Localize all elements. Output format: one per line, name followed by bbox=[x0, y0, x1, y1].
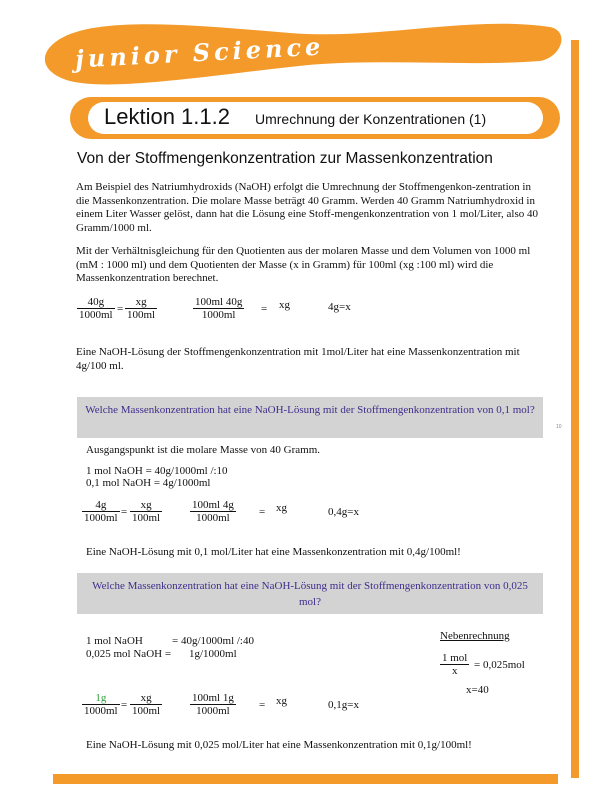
lesson-number: Lektion 1.1.2 bbox=[104, 104, 230, 129]
side-calc-fraction bbox=[440, 652, 469, 677]
page-number: 10 bbox=[556, 424, 562, 430]
equation-3-fraction-1 bbox=[82, 692, 120, 717]
fraction-denominator: 1000ml bbox=[190, 511, 236, 524]
equals-sign: = bbox=[261, 303, 268, 315]
equation-1-fraction-3 bbox=[193, 296, 244, 321]
fraction-numerator: 1 mol bbox=[442, 652, 468, 664]
fraction-numerator: 1g bbox=[95, 692, 107, 704]
equals-sign: = bbox=[259, 699, 266, 711]
side-calc-title: Nebenrechnung bbox=[440, 630, 510, 642]
conclusion-2: Eine NaOH-Lösung mit 0,1 mol/Liter hat eine Massenkonzentration mit 0,4g/100ml! bbox=[86, 546, 461, 558]
fraction-denominator: 1000ml bbox=[190, 704, 236, 717]
fraction-numerator: 40g bbox=[87, 296, 105, 308]
equals-sign: = bbox=[121, 506, 128, 518]
section-2-line-1-label: 1 mol NaOH bbox=[86, 635, 143, 647]
fraction-denominator: 100ml bbox=[132, 512, 161, 524]
fraction-denominator: 100ml bbox=[132, 705, 161, 717]
page-heading: Von der Stoffmengenkonzentration zur Massenkonzentration bbox=[77, 150, 493, 167]
side-calc-rhs: = 0,025mol bbox=[474, 659, 525, 671]
intro-paragraph-2: Mit der Verhältnisgleichung für den Quotienten aus der molaren Masse und dem Volumen von 1000 ml (mM : 1000 ml) und dem Quotienten der Masse (x in Gramm) für 100ml (xg :100 ml) wird die Massenkonzentration berechnet. bbox=[76, 245, 531, 284]
equation-2-result: 0,4g=x bbox=[328, 506, 359, 518]
fraction-numerator: 4g bbox=[95, 499, 107, 511]
question-1-text: Welche Massenkonzentration hat eine NaOH-Lösung mit der Stoffmengenkonzentration von 0,1 mol? bbox=[85, 404, 535, 416]
right-border-bar bbox=[571, 40, 579, 778]
equation-3-fraction-3 bbox=[190, 692, 236, 717]
equals-sign: = bbox=[117, 303, 124, 315]
fraction-numerator: 100ml 1g bbox=[192, 692, 234, 704]
fraction-numerator: 100ml 40g bbox=[195, 296, 243, 308]
section-2-line-1-value: = 40g/1000ml /:40 bbox=[172, 635, 254, 647]
equation-1-result: 4g=x bbox=[328, 301, 351, 313]
conclusion-1: Eine NaOH-Lösung der Stoffmengenkonzentration mit 1mol/Liter hat eine Massenkonzentration mit 4g/100 ml. bbox=[76, 346, 520, 372]
fraction-denominator: 1000ml bbox=[84, 705, 118, 717]
equation-1-fraction-1 bbox=[77, 296, 115, 321]
fraction-denominator: x bbox=[440, 664, 469, 677]
fraction-numerator: xg bbox=[140, 499, 152, 511]
fraction-denominator: 1000ml bbox=[84, 512, 118, 524]
fraction-denominator: 1000ml bbox=[79, 309, 113, 321]
equation-1-xg: xg bbox=[279, 299, 290, 311]
side-calc-result: x=40 bbox=[466, 684, 489, 696]
fraction-numerator: xg bbox=[135, 296, 147, 308]
fraction-numerator: xg bbox=[140, 692, 152, 704]
lesson-subtitle: Umrechnung der Konzentrationen (1) bbox=[255, 111, 487, 127]
equation-3-result: 0,1g=x bbox=[328, 699, 359, 711]
equation-3-fraction-2 bbox=[130, 692, 162, 717]
equals-sign: = bbox=[259, 506, 266, 518]
section-2-line-2-value: 1g/1000ml bbox=[189, 648, 237, 660]
question-box-2 bbox=[77, 573, 543, 614]
equation-2-fraction-3 bbox=[190, 499, 236, 524]
section-2-line-2-label: 0,025 mol NaOH = bbox=[86, 648, 172, 660]
equation-2-fraction-2 bbox=[130, 499, 162, 524]
question-box-1 bbox=[77, 397, 543, 438]
section-1-line-1: 1 mol NaOH = 40g/1000ml /:10 bbox=[86, 465, 228, 477]
logo-text: junior Science bbox=[74, 31, 325, 74]
equation-2-xg: xg bbox=[276, 502, 287, 514]
equals-sign: = bbox=[121, 699, 128, 711]
intro-paragraph-1: Am Beispiel des Natriumhydroxids (NaOH) erfolgt die Umrechnung der Stoffmengenkon-zentration in die Massenkonzentration. Die molare Masse beträgt 40 Gramm. Werden 40 Gramm Natriumhydroxid in einem Liter Wasser gelöst, dann hat die Lösung eine Stoff-mengenkonzentration von 1 mol/Liter, also 40 Gramm/1000 ml. bbox=[76, 181, 538, 234]
equation-1-fraction-2 bbox=[125, 296, 157, 321]
equation-2-fraction-1 bbox=[82, 499, 120, 524]
section-1-line-2: 0,1 mol NaOH = 4g/1000ml bbox=[86, 477, 211, 489]
fraction-denominator: 1000ml bbox=[193, 308, 244, 321]
fraction-numerator: 100ml 4g bbox=[192, 499, 234, 511]
equation-3-xg: xg bbox=[276, 695, 287, 707]
section-1-start: Ausgangspunkt ist die molare Masse von 40 Gramm. bbox=[86, 444, 321, 456]
fraction-denominator: 100ml bbox=[127, 309, 156, 321]
conclusion-3: Eine NaOH-Lösung mit 0,025 mol/Liter hat eine Massenkonzentration mit 0,1g/100ml! bbox=[86, 739, 472, 751]
bottom-border-bar bbox=[53, 774, 558, 784]
question-2-text: Welche Massenkonzentration hat eine NaOH-Lösung mit der Stoffmengenkonzentration von 0,025 mol? bbox=[92, 580, 528, 608]
